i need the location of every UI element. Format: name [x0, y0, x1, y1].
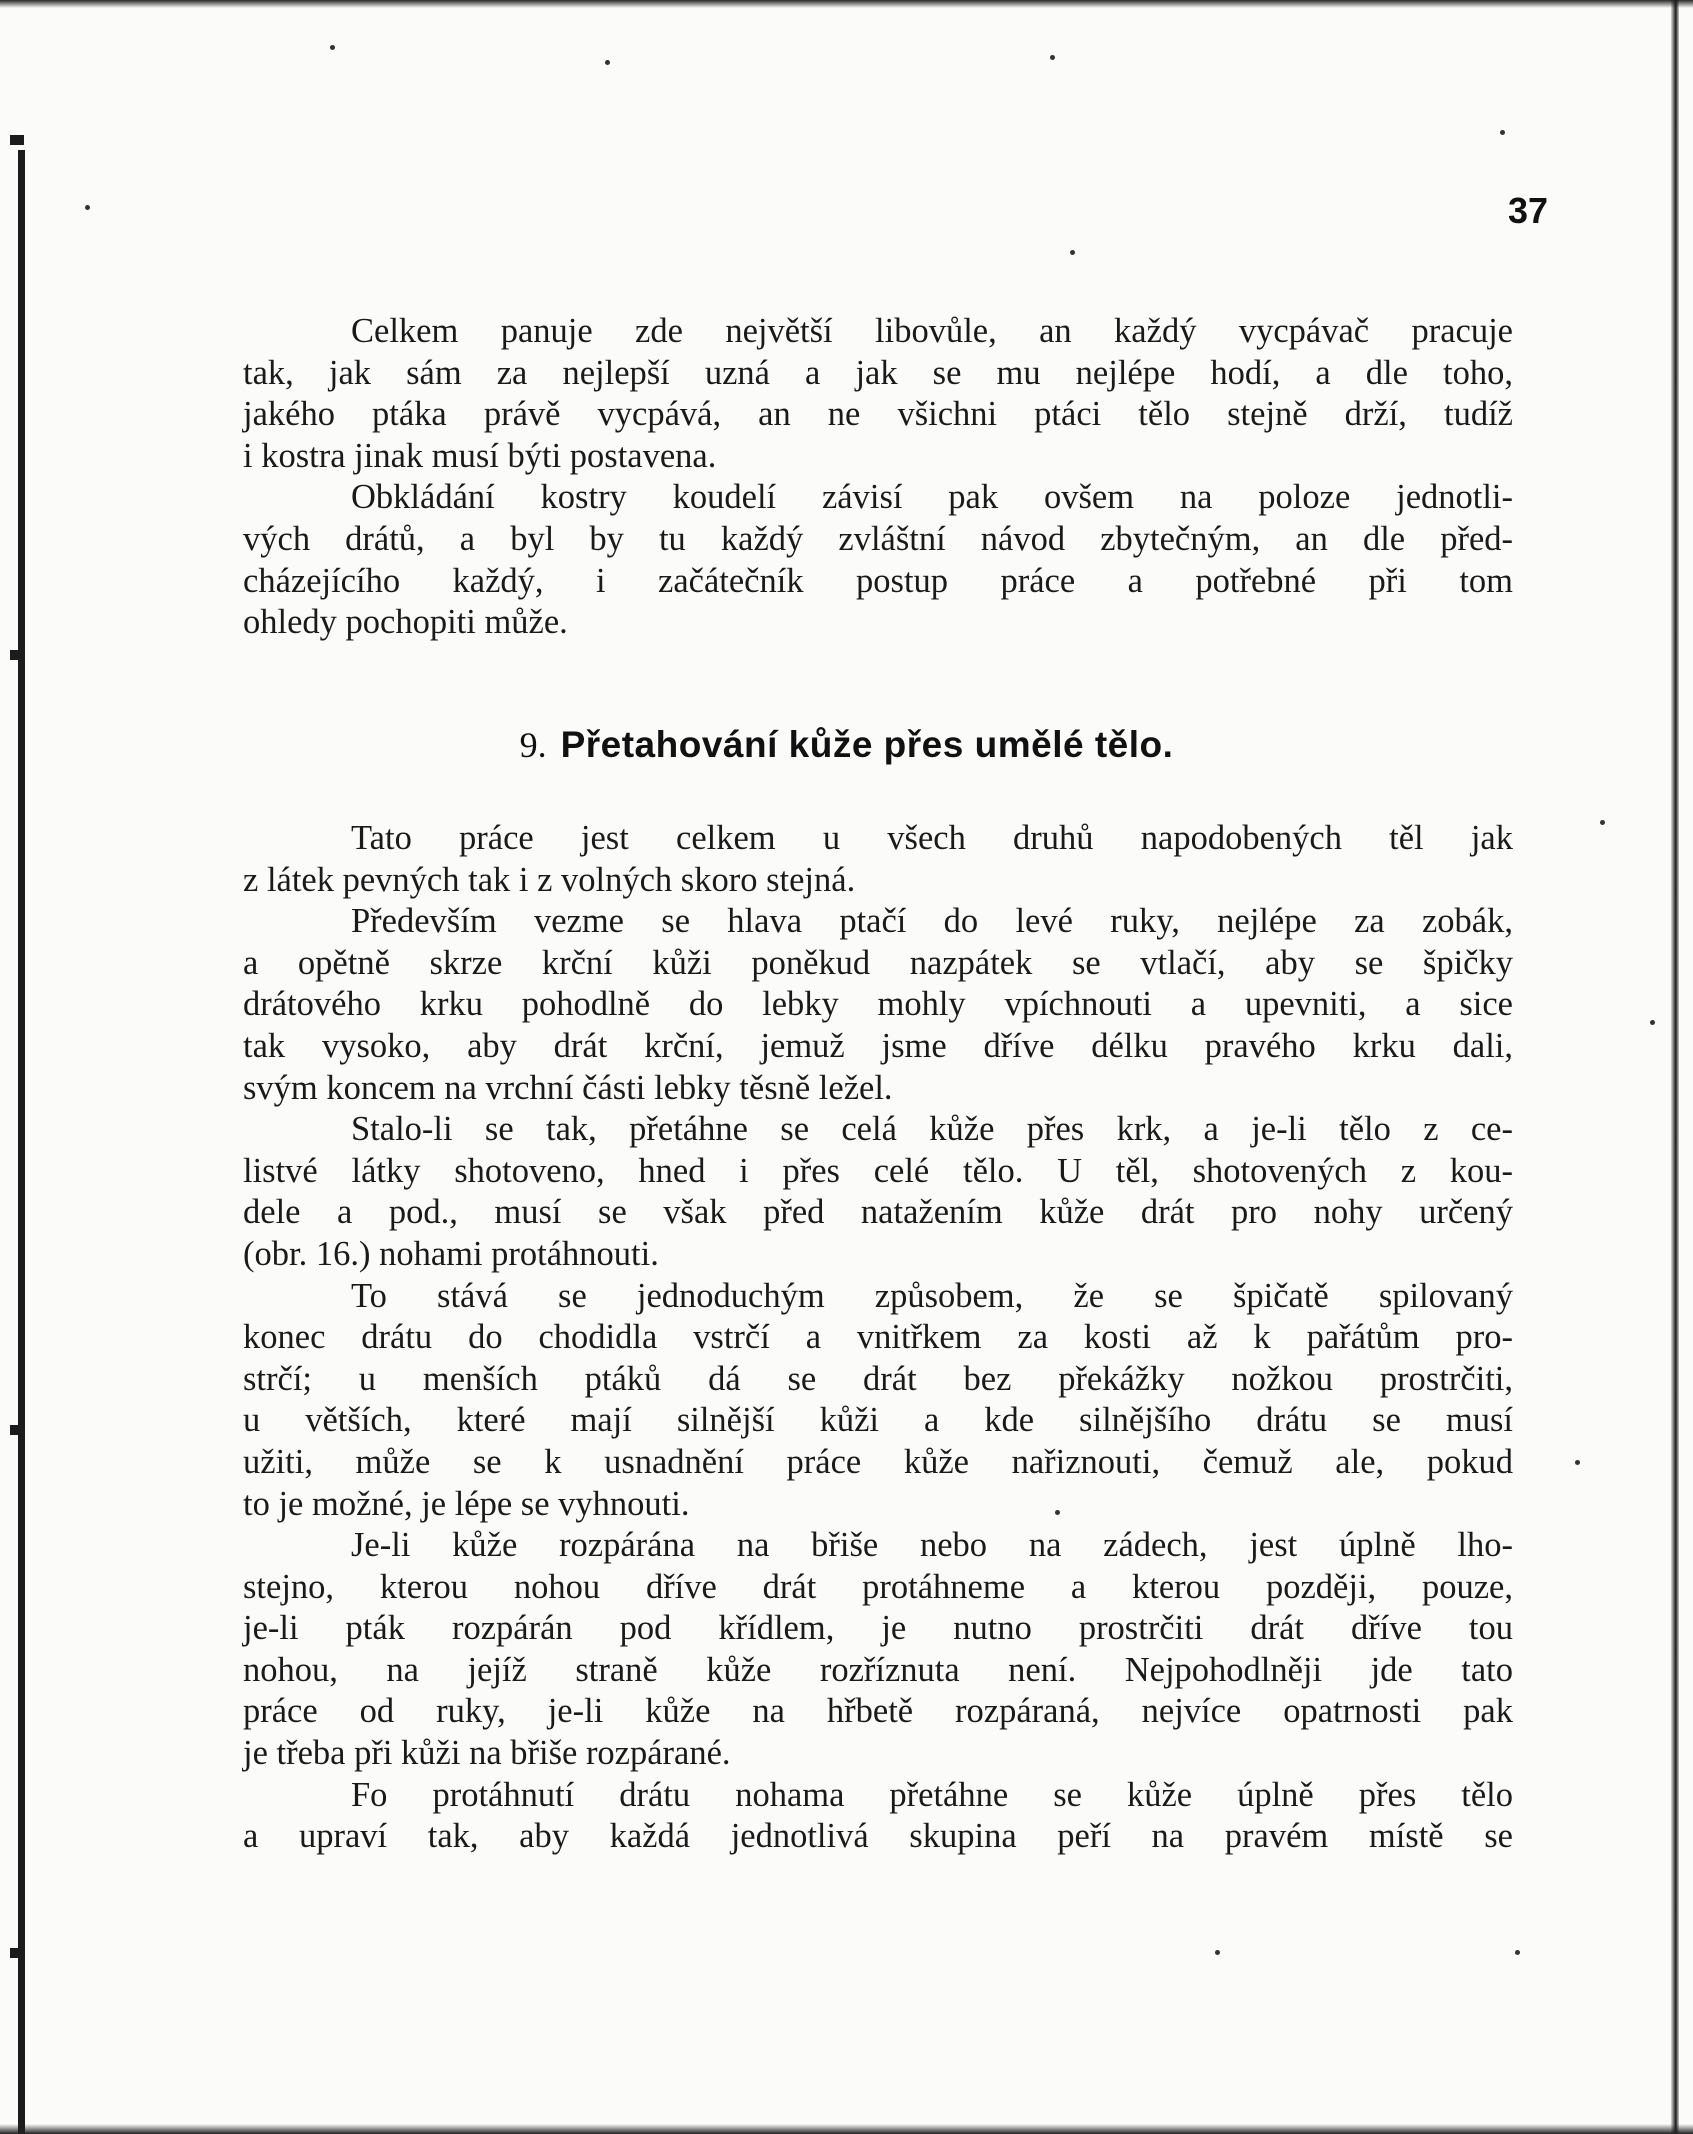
- text-line: Fo protáhnutí drátu nohama přetáhne se kůže úplně přes tělo: [351, 1775, 1513, 1814]
- dust-speck: [330, 45, 335, 50]
- dust-speck: [1600, 820, 1605, 825]
- text-line: a opětně skrze krční kůži poněkud nazpátek se vtlačí, aby se špičky: [243, 943, 1513, 982]
- dust-speck: [1575, 1460, 1580, 1465]
- text-line: To stává se jednoduchým způsobem, že se špičatě spilovaný: [351, 1276, 1513, 1315]
- text-line: to je možné, je lépe se vyhnouti.: [243, 1484, 690, 1523]
- section-text: [243, 818, 1513, 1858]
- scan-edge-left: [18, 150, 25, 2134]
- text-line: konec drátu do chodidla vstrčí a vnitřkem za kosti až k pařátům pro-: [243, 1318, 1513, 1357]
- scan-edge-right: [1671, 0, 1679, 2134]
- text-line: svým koncem na vrchní části lebky těsně ležel.: [243, 1068, 893, 1107]
- text-line: jakého ptáka právě vycpává, an ne všichni ptáci tělo stejně drží, tudíž: [243, 395, 1513, 434]
- text-line: užiti, může se k usnadnění práce kůže nařiznouti, čemuž ale, pokud: [243, 1442, 1513, 1481]
- dust-speck: [1050, 55, 1055, 60]
- text-line: dele a pod., musí se však před natažením kůže drát pro nohy určený: [243, 1193, 1513, 1232]
- text-line: Tato práce jest celkem u všech druhů napodobených těl jak: [351, 819, 1513, 857]
- dust-speck: [1650, 1020, 1655, 1025]
- text-line: Obkládání kostry koudelí závisí pak ovšem na poloze jednotli-: [351, 478, 1513, 517]
- text-line: u větších, které mají silnější kůži a kde silnějšího drátu se musí: [243, 1401, 1513, 1440]
- text-line: Celkem panuje zde největší libovůle, an každý vycpávač pracuje: [351, 312, 1513, 350]
- text-line: i kostra jinak musí býti postavena.: [243, 436, 717, 475]
- text-line: Je-li kůže rozpárána na břiše nebo na zádech, jest úplně lho-: [351, 1526, 1513, 1565]
- dust-speck: [1215, 1950, 1220, 1955]
- text-line: nohou, na jejíž straně kůže rozříznuta není. Nejpohodlněji jde tato: [243, 1650, 1513, 1689]
- scan-edge-notch: [10, 1425, 24, 1435]
- text-line: Především vezme se hlava ptačí do levé ruky, nejlépe za zobák,: [351, 902, 1513, 941]
- dust-speck: [1515, 1950, 1520, 1955]
- text-line: z látek pevných tak i z volných skoro stejná.: [243, 860, 856, 899]
- text-line: strčí; u menších ptáků dá se drát bez překážky nožkou prostrčiti,: [243, 1359, 1513, 1398]
- text-line: práce od ruky, je-li kůže na hřbetě rozpáraná, nejvíce opatrnosti pak: [243, 1692, 1513, 1731]
- scan-edge-top: [0, 0, 1693, 8]
- text-line: drátového krku pohodlně do lebky mohly vpíchnouti a upevniti, a sice: [243, 985, 1513, 1024]
- section-heading: [0, 720, 1693, 767]
- intro-text: [243, 311, 1513, 644]
- dust-speck: [85, 205, 90, 210]
- scan-edge-notch: [10, 1948, 24, 1958]
- section-title: Přetahování kůže přes umělé tělo.: [560, 724, 1174, 765]
- text-line: ohledy pochopiti může.: [243, 603, 568, 642]
- dust-speck: [1070, 250, 1075, 255]
- dust-speck: [1500, 130, 1505, 135]
- text-line: vých drátů, a byl by tu každý zvláštní návod zbytečným, an dle před-: [243, 519, 1513, 558]
- text-line: a upraví tak, aby každá jednotlivá skupina peří na pravém místě se: [243, 1817, 1513, 1856]
- text-line: (obr. 16.) nohami protáhnouti.: [243, 1234, 659, 1273]
- text-line: stejno, kterou nohou dříve drát protáhneme a kterou později, pouze,: [243, 1567, 1513, 1606]
- section-number: 9.: [519, 725, 547, 765]
- text-line: listvé látky shotoveno, hned i přes celé tělo. U těl, shotovených z kou-: [243, 1151, 1513, 1190]
- text-line: je třeba při kůži na břiše rozpárané.: [243, 1734, 731, 1773]
- text-line: tak, jak sám za nejlepší uzná a jak se mu nejlépe hodí, a dle toho,: [243, 353, 1513, 392]
- text-line: je-li pták rozpárán pod křídlem, je nutno prostrčiti drát dříve tou: [243, 1609, 1513, 1648]
- page-number: 37: [1507, 190, 1548, 231]
- text-line: cházejícího každý, i začátečník postup práce a potřebné při tom: [243, 561, 1513, 600]
- text-line: tak vysoko, aby drát krční, jemuž jsme dříve délku pravého krku dali,: [243, 1026, 1513, 1065]
- scan-edge-notch: [10, 135, 24, 145]
- scan-edge-bottom: [0, 2124, 1693, 2134]
- text-line: Stalo-li se tak, přetáhne se celá kůže přes krk, a je-li tělo z ce-: [351, 1110, 1513, 1149]
- dust-speck: [605, 60, 610, 65]
- scan-edge-notch: [10, 650, 24, 660]
